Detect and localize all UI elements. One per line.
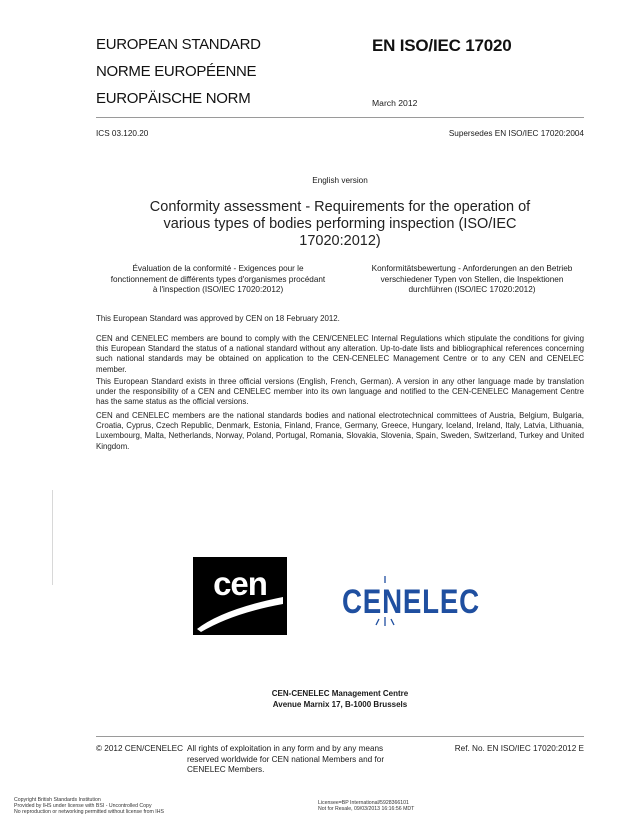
cen-logo bbox=[193, 557, 287, 635]
cenelec-logo bbox=[340, 575, 485, 627]
german-title-line: durchführen (ISO/IEC 17020:2012) bbox=[408, 285, 536, 294]
members-paragraph: CEN and CENELEC members are the national standards bodies and national electrotechnical committees of Austria, Belgium, Bulgaria, Croatia, Cyprus, Czech Republic, Denmark, Estonia, Finland, France, Germany, Greece, Hungary, Iceland, Ireland, Italy, Latvia, Lithuania, Luxembourg, Malta, Netherlands, Norway, Poland, Portugal, Romania, Slovakia, Slovenia, Spain, Sweden, Switzerland, Turkey and United Kingdom. bbox=[96, 411, 584, 451]
management-centre-address bbox=[96, 689, 584, 710]
french-title-line: fonctionnement de différents types d'organismes procédant bbox=[110, 274, 326, 284]
supersedes-note: Supersedes EN ISO/IEC 17020:2004 bbox=[448, 129, 584, 138]
versions-paragraph: This European Standard exists in three official versions (English, French, German). A version in any other language made by translation under the responsibility of a CEN and CENELEC member into its own language and notified to the CEN-CENELEC Management Centre has the same status as the official versions. bbox=[96, 377, 584, 407]
reference-number: Ref. No. EN ISO/IEC 17020:2012 E bbox=[454, 744, 584, 753]
license-line: Copyright British Standards Institution bbox=[14, 797, 101, 803]
cenelec-logo-graphic bbox=[340, 575, 485, 627]
cenelec-logo-text: CENELEC bbox=[342, 583, 480, 621]
title-line: 17020:2012) bbox=[299, 233, 381, 249]
title-line: various types of bodies performing inspection (ISO/IEC bbox=[163, 216, 517, 232]
title-line: Conformity assessment - Requirements for the operation of bbox=[149, 199, 531, 215]
margin-mark bbox=[52, 490, 53, 585]
standard-name-de: EUROPÄISCHE NORM bbox=[96, 90, 251, 107]
header-divider bbox=[96, 117, 584, 118]
license-line: Provided by IHS under license with BSI - Uncontrolled Copy bbox=[14, 803, 152, 810]
ics-code: ICS 03.120.20 bbox=[96, 129, 149, 138]
version-label: English version bbox=[312, 176, 368, 185]
license-line: Licensee=BP International/5928366101 bbox=[318, 800, 409, 806]
cen-swoosh-icon bbox=[197, 597, 283, 632]
french-title-line: Évaluation de la conformité - Exigences pour le bbox=[132, 264, 304, 273]
standard-name-en: EUROPEAN STANDARD bbox=[96, 36, 261, 53]
cen-logo-text: cen bbox=[213, 565, 267, 602]
license-line: Not for Resale, 09/03/2013 16:16:56 MDT bbox=[318, 806, 415, 813]
french-title-line: à l'inspection (ISO/IEC 17020:2012) bbox=[152, 285, 284, 294]
standard-code: EN ISO/IEC 17020 bbox=[372, 36, 512, 55]
footer-divider bbox=[96, 736, 584, 737]
publication-date: March 2012 bbox=[372, 98, 418, 108]
german-title-line: verschiedener Typen von Stellen, die Inspektionen bbox=[380, 274, 564, 284]
french-title bbox=[96, 264, 340, 296]
approval-paragraph: This European Standard was approved by CEN on 18 February 2012. bbox=[96, 314, 340, 323]
license-left bbox=[14, 797, 164, 816]
compliance-paragraph: CEN and CENELEC members are bound to comply with the CEN/CENELEC Internal Regulations which stipulate the conditions for giving this European Standard the status of a national standard without any alteration. Up-to-date lists and bibliographical references concerning such national standards may be obtained on application to the CEN-CENELEC Management Centre or to any CEN and CENELEC member. bbox=[96, 334, 584, 374]
license-right bbox=[318, 800, 414, 812]
address-line: CEN-CENELEC Management Centre bbox=[271, 689, 409, 698]
address-line: Avenue Marnix 17, B-1000 Brussels bbox=[272, 699, 408, 709]
standard-name-fr: NORME EUROPÉENNE bbox=[96, 63, 257, 80]
copyright-notice: © 2012 CEN/CENELEC bbox=[96, 744, 184, 753]
rights-notice: All rights of exploitation in any form and by any means reserved worldwide for CEN national Members and for CENELEC Members. bbox=[187, 744, 385, 774]
document-title bbox=[96, 199, 584, 250]
cen-logo-graphic bbox=[193, 557, 287, 635]
license-line: No reproduction or networking permitted without license from IHS bbox=[14, 809, 164, 816]
german-title-line: Konformitätsbewertung - Anforderungen an den Betrieb bbox=[371, 264, 573, 273]
german-title bbox=[360, 264, 584, 296]
